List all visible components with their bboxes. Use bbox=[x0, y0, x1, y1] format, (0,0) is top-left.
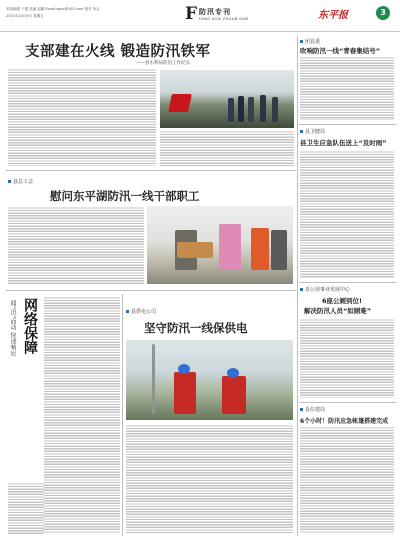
person-figure bbox=[228, 98, 234, 122]
worker-figure bbox=[174, 372, 196, 414]
lead-article-subtitle: ——县水利局防汛工作纪实 bbox=[136, 61, 190, 66]
section-divider bbox=[299, 282, 396, 283]
lead-article-body-continued bbox=[160, 130, 294, 166]
newspaper-masthead: 东平报 bbox=[318, 10, 348, 21]
person-figure bbox=[251, 228, 269, 270]
trade-union-title: 慰问东平湖防汛一线干部职工 bbox=[50, 189, 200, 203]
worker-helmet bbox=[178, 364, 190, 374]
section-marker bbox=[300, 130, 303, 133]
lead-article-photo bbox=[160, 70, 294, 128]
lead-article-body bbox=[8, 68, 156, 166]
public-utilities-title-line2: 解决防汛人员“如厕难” bbox=[304, 307, 372, 315]
worker-figure bbox=[222, 376, 246, 414]
section-divider bbox=[299, 124, 396, 125]
person-figure bbox=[260, 95, 266, 122]
section-marker bbox=[300, 408, 303, 411]
mobile-slogan: 闻“汛”而动 快速响应 bbox=[9, 300, 16, 357]
person-figure bbox=[238, 96, 244, 122]
gift-box bbox=[177, 242, 213, 258]
issue-date: 2021年10月8日 星期五 bbox=[6, 14, 44, 18]
party-flag bbox=[168, 94, 192, 112]
trade-union-photo bbox=[147, 206, 293, 284]
person-figure bbox=[219, 224, 241, 270]
health-bureau-title: 县卫生应急队伍送上“及时雨” bbox=[300, 139, 387, 147]
section-title: 防汛专刊 bbox=[199, 8, 231, 16]
org-label-health-bureau: 县卫健局 bbox=[305, 129, 326, 135]
housing-bureau-title: 6个小时！防汛应急帐篷搭建完成 bbox=[300, 418, 389, 425]
section-marker bbox=[8, 180, 11, 183]
public-utilities-body bbox=[300, 318, 394, 398]
power-supply-body bbox=[126, 424, 293, 534]
column-divider bbox=[122, 294, 123, 536]
person-figure bbox=[272, 97, 278, 122]
utility-pole bbox=[152, 344, 155, 414]
mobile-headline: 网络保障 bbox=[22, 298, 38, 354]
mobile-article-body bbox=[44, 296, 120, 534]
section-divider bbox=[299, 402, 396, 403]
column-divider bbox=[297, 36, 298, 536]
section-marker bbox=[300, 40, 303, 43]
section-divider bbox=[6, 170, 296, 171]
section-marker bbox=[126, 310, 129, 313]
public-utilities-title-line1: 6座公厕到位! bbox=[322, 297, 362, 305]
section-divider bbox=[6, 290, 296, 291]
youth-league-title: 吹响防汛一线“青春集结号” bbox=[300, 47, 381, 55]
power-supply-title: 坚守防汛一线保供电 bbox=[144, 321, 248, 335]
worker-helmet bbox=[227, 368, 239, 378]
lead-article-title: 支部建在火线 锻造防汛铁军 bbox=[25, 44, 211, 60]
power-supply-photo bbox=[126, 340, 293, 420]
org-label-youth-league: 团县委 bbox=[305, 39, 321, 45]
trade-union-body bbox=[8, 206, 144, 284]
editor-info: 本版编辑 于蕾 美编 赵鹏 Email:dpzx@163.com 校对 李会 bbox=[6, 7, 100, 11]
section-letter: F bbox=[185, 4, 198, 24]
org-label-public-utilities: 县公用事业发展中心 bbox=[305, 287, 351, 293]
org-label-power-supply: 县供电公司 bbox=[131, 309, 157, 315]
housing-bureau-body bbox=[300, 426, 394, 534]
health-bureau-body bbox=[300, 150, 394, 278]
section-marker bbox=[300, 288, 303, 291]
person-figure bbox=[271, 230, 287, 270]
mobile-article-body-continued bbox=[8, 482, 44, 534]
page-number-badge: 3 bbox=[376, 6, 390, 20]
page-header bbox=[0, 0, 400, 32]
org-label-trade-union: 县总工会 bbox=[13, 179, 34, 185]
person-figure bbox=[248, 97, 254, 122]
section-subtitle: FANG XUN ZHUAN KAN bbox=[199, 17, 249, 21]
org-label-housing-bureau: 县住建局 bbox=[305, 407, 326, 413]
youth-league-body bbox=[300, 56, 394, 120]
